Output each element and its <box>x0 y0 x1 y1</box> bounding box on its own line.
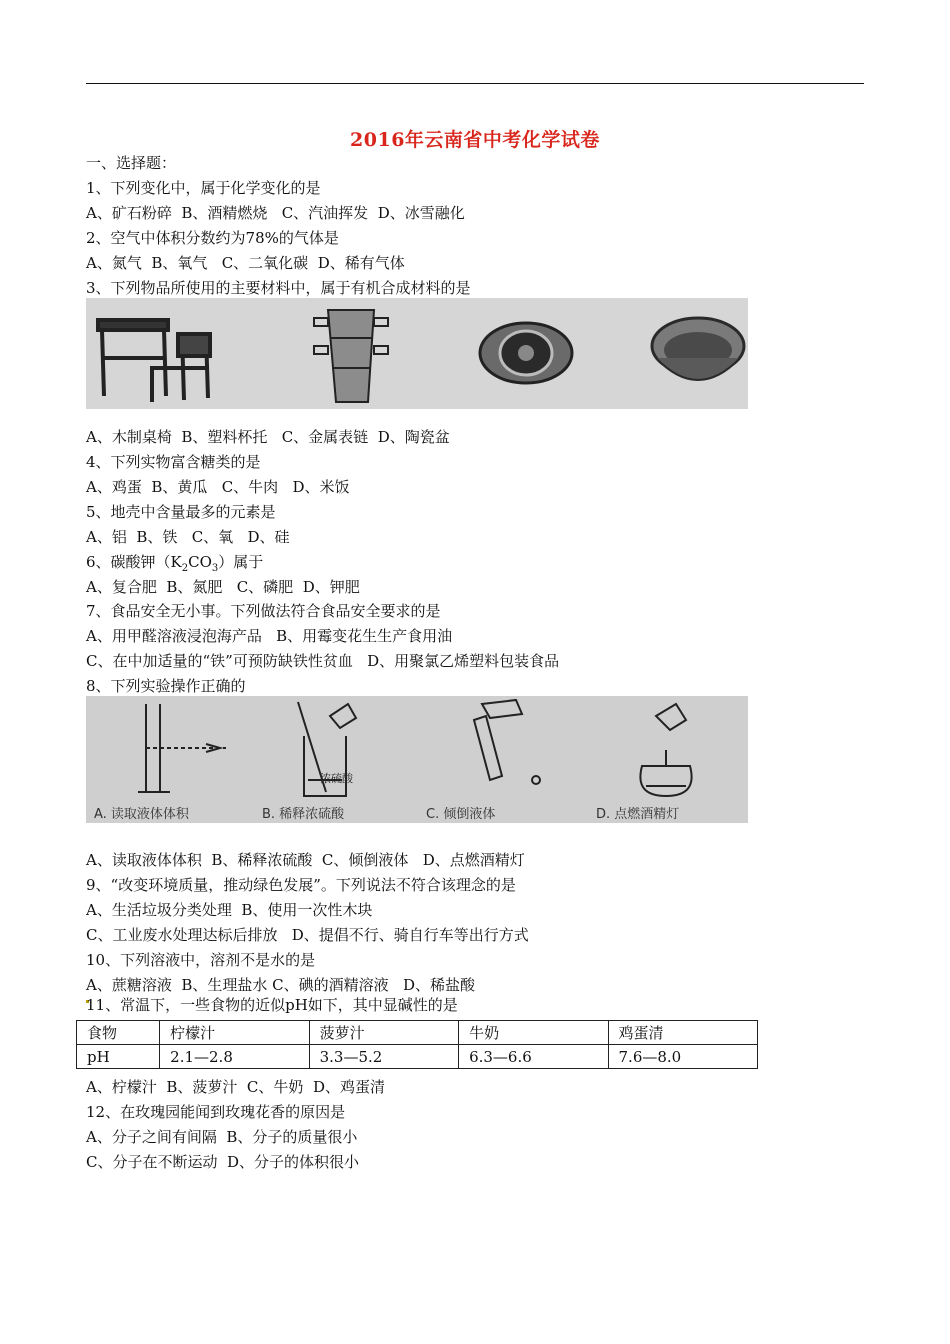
question-2-options: A、氮气 B、氧气 C、二氧化碳 D、稀有气体 <box>86 254 405 272</box>
question-6: 6、碳酸钾$(K_2CO_3)$属于 <box>86 553 264 574</box>
ph-table <box>76 1020 758 1069</box>
question-12-options-ab: A、分子之间有间隔 B、分子的质量很小 <box>86 1128 358 1146</box>
question-12-options-cd: C、分子在不断运动 D、分子的体积很小 <box>86 1153 360 1171</box>
question-5: 5、地壳中含量最多的元素是 <box>86 503 276 521</box>
question-3-options: A、木制桌椅 B、塑料杯托 C、金属表链 D、陶瓷盆 <box>86 428 450 446</box>
q8-acid-label: 浓硫酸 <box>320 772 353 785</box>
header-rule <box>86 83 864 84</box>
question-4-options: A、鸡蛋 B、黄瓜 C、牛肉 D、米饭 <box>86 478 350 496</box>
question-1: 1、下列变化中，属于化学变化的是 <box>86 179 321 197</box>
q8-label-c: C. 倾倒液体 <box>426 807 496 822</box>
question-7-options-ab: A、用甲醛溶液浸泡海产品 B、用霉变花生生产食用油 <box>86 627 453 645</box>
question-8-options: A、读取液体体积 B、稀释浓硫酸 C、倾倒液体 D、点燃酒精灯 <box>86 851 525 869</box>
question-11-options: A、柠檬汁 B、菠萝汁 C、牛奶 D、鸡蛋清 <box>86 1078 385 1096</box>
question-4: 4、下列实物富含糖类的是 <box>86 453 261 471</box>
page-title: 2016年云南省中考化学试卷 <box>350 129 600 151</box>
question-1-options: A、矿石粉碎 B、酒精燃烧 C、汽油挥发 D、冰雪融化 <box>86 204 465 222</box>
question-8: 8、下列实验操作正确的 <box>86 677 246 695</box>
q8-label-b: B. 稀释浓硫酸 <box>262 807 345 822</box>
table-cell: 鸡蛋清 <box>608 1021 757 1045</box>
q8-label-a: A. 读取液体体积 <box>94 807 189 822</box>
question-7-options-cd: C、在中加适量的“铁”可预防缺铁性贫血 D、用聚氯乙烯塑料包装食品 <box>86 652 560 670</box>
question-12: 12、在玫瑰园能闻到玫瑰花香的原因是 <box>86 1103 346 1121</box>
question-7: 7、食品安全无小事。下列做法符合食品安全要求的是 <box>86 602 441 620</box>
table-cell: 食物 <box>77 1021 160 1045</box>
question-10-options: A、蔗糖溶液 B、生理盐水 C、碘的酒精溶液 D、稀盐酸 <box>86 976 475 994</box>
table-cell: 牛奶 <box>459 1021 608 1045</box>
table-cell: 菠萝汁 <box>309 1021 458 1045</box>
table-row <box>77 1021 758 1045</box>
question-11: 11、常温下，一些食物的近似pH如下，其中显碱性的是 <box>86 996 458 1014</box>
question-3: 3、下列物品所使用的主要材料中，属于有机合成材料的是 <box>86 279 471 297</box>
table-cell: 2.1—2.8 <box>160 1045 309 1069</box>
table-cell: 柠檬汁 <box>160 1021 309 1045</box>
table-cell: 7.6—8.0 <box>608 1045 757 1069</box>
table-cell: 6.3—6.6 <box>459 1045 608 1069</box>
q8-experiment-photo <box>86 696 748 823</box>
question-6-options: A、复合肥 B、氮肥 C、磷肥 D、钾肥 <box>86 578 360 596</box>
q3-materials-photo <box>86 298 748 409</box>
q8-label-d: D. 点燃酒精灯 <box>596 807 680 822</box>
question-2: 2、空气中体积分数约为78%的气体是 <box>86 229 339 247</box>
question-9: 9、“改变环境质量，推动绿色发展”。下列说法不符合该理念的是 <box>86 876 516 894</box>
question-10: 10、下列溶液中，溶剂不是水的是 <box>86 951 316 969</box>
table-cell: pH <box>77 1045 160 1069</box>
question-9-options-ab: A、生活垃圾分类处理 B、使用一次性木块 <box>86 901 373 919</box>
metal-watch-image <box>480 323 572 383</box>
table-cell: 3.3—5.2 <box>309 1045 458 1069</box>
question-9-options-cd: C、工业废水处理达标后排放 D、提倡不行、骑自行车等出行方式 <box>86 926 529 944</box>
table-row <box>77 1045 758 1069</box>
question-5-options: A、铝 B、铁 C、氧 D、硅 <box>86 528 290 546</box>
section-heading: 一、选择题： <box>86 154 177 172</box>
